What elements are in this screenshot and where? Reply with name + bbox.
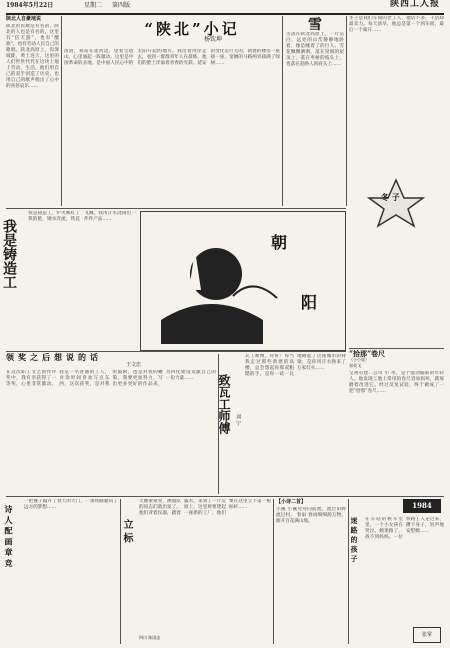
masthead xyxy=(6,2,444,13)
col1-body: 陕北的民歌是有名的，陕北的人也是有名的，这里有“信天游”，也有“酸曲”，也有劳动人民自己的歌唱。陕北高原上，沟深坡陡，黄土连天，这里的人们世世代代在这块土地上劳动、生活，他们用自己的双手创造了历史，也用自己的歌声唱出了心中的喜怒哀乐…… xyxy=(6,24,59,89)
frame-story-author: 祁英飞 xyxy=(349,363,361,368)
poem-tools-body: 我是铸造工，炉火映红了我的脸，钢水奔流，铁花飞溅，我用汗水浇铸出一件件产品…… xyxy=(28,211,136,222)
feature-author: 杨钦坤 xyxy=(204,36,223,43)
banner-sub: 王文忠 xyxy=(126,362,142,368)
poem-box-title: 【小诗二首】 xyxy=(276,499,307,505)
snow-article xyxy=(286,16,344,206)
frame-story xyxy=(349,351,444,494)
frame-story-body: 宝鸡有建二公司 小 李，是个爱动脑筋的年轻人。他发现工地上常用的卷尺容易损坏，就琢磨着改进它。经过反复试验，终于做成了一把“拾那”卷尺…… xyxy=(349,371,444,394)
artwork-caption-left: 朝 xyxy=(271,233,288,252)
poem-box-body: 小溪 小溪弯弯向前流，流过田野流过村。 春雨 春雨细细润万物，催开百花满山坡。 xyxy=(276,507,346,524)
snow-body: 雪落在陕北高原上，一片洁白，远处的山峦静静地卧着，像是睡着了的巨人。雪花飘飘洒洒，落在窑洞的屋顶上，落在枣树的枝头上，也落在赶路人的肩头上…… xyxy=(286,32,344,67)
poem-spring-body: 一把锤子敲开了春天的大门，一条铁路通向了远方的梦想…… xyxy=(24,499,118,510)
feature-article xyxy=(64,16,280,206)
essay-dedication xyxy=(217,354,346,494)
issue-weekday: 星期二 xyxy=(84,2,103,9)
col1-title: 陕北人自豪地说 xyxy=(6,16,42,22)
right-bottom xyxy=(351,499,444,644)
right-bottom-body: 在车站的候车室里，一个小女孩在哭泣。她迷路了，找不到妈妈。一位铁路工人走过来，蹲下身子，轻声地安慰她…… xyxy=(365,517,444,540)
center-bottom-signoff: 四川 陈国忠 xyxy=(139,635,161,640)
issue-date: 1984年5月22日 xyxy=(6,2,54,9)
essay-title: 致瓦工师傅 xyxy=(217,374,231,434)
poem-box xyxy=(276,499,346,644)
artwork-illustration xyxy=(141,212,345,350)
snow-title: 雪 xyxy=(308,17,322,33)
frame-story-title: “拾那”卷尺 xyxy=(349,349,386,358)
essay-body: 瓦工师傅，你好！每当我走过那些新建的高楼，总会想起你那双粗糙的手。是你一砖一瓦地砌起了这座城市的脊梁，是你用汗水换来了万家灯火…… xyxy=(245,354,346,377)
poem-spring xyxy=(6,499,118,644)
center-bottom xyxy=(123,499,271,644)
poem-star-title: 冬 子 xyxy=(381,192,400,202)
star-ornament xyxy=(349,178,444,228)
essay-author: 刘 宁 xyxy=(235,414,241,426)
frame-story-subtitle: （小小说） xyxy=(349,357,369,362)
seal xyxy=(413,627,441,643)
artwork-caption-right: 阳 xyxy=(301,293,318,312)
feature-title: “陕北”小记 xyxy=(144,20,240,38)
artwork-frame xyxy=(140,211,346,351)
center-bottom-title: 立 标 xyxy=(121,519,132,543)
banner-body: 在这次职工文艺创作评奖中，我有幸获得了一等奖，心里非常激动。我是一名普通的工人，业余时间喜欢写点东西，这次获奖，是对我的鼓励，也是对我的鞭策。我要更加努力，写出更多更好的作品来，为四化建设贡献自己的一份力量…… xyxy=(6,370,216,387)
poem-star xyxy=(349,16,444,346)
col1-top xyxy=(6,16,59,206)
poem-tools xyxy=(1,211,136,349)
banner-title: 领奖之后想说的话 xyxy=(6,352,102,362)
poem-spring-title: 诗 人 配 画 章 竞 xyxy=(4,505,14,567)
center-bottom-body: 天刚蒙蒙亮，测量队的同志们就出发了。他们背着仪器，踏着露水，来到了一片荒原上。这里将要建起一座新的工厂，他们要在这里立下第一根标杆…… xyxy=(139,499,271,516)
right-bottom-badge: 1984 xyxy=(403,499,441,513)
banner-article xyxy=(6,354,216,494)
seal-text: 张掌 xyxy=(421,632,432,638)
poem-star-body-bottom xyxy=(349,232,444,344)
issue-page: 第四版 xyxy=(112,2,131,9)
feature-body: 清晨，我站在延河边，望着宝塔山，心里涌起一阵激动。这里是中国革命的圣地，是中国人民心中的太阳升起的地方。我沿着河岸走去，看到一群群青年人在晨练，他们的脸上洋溢着青春的光彩。延安的变化是巨大的，新建的楼房一座接一座，宽阔的马路两旁栽满了绿树…… xyxy=(64,49,280,66)
poem-tools-title: 我是铸造工 xyxy=(1,219,17,289)
paper-name: 陕西工人报 xyxy=(389,0,440,9)
poem-star-body-top: 冬子是我们车间的老工人，他话不多，干活却最卖力。每天清早，他总是第一个到车间，最后一个离开…… xyxy=(349,16,444,33)
right-bottom-title: 迷 路 的 孩 子 xyxy=(350,517,359,562)
